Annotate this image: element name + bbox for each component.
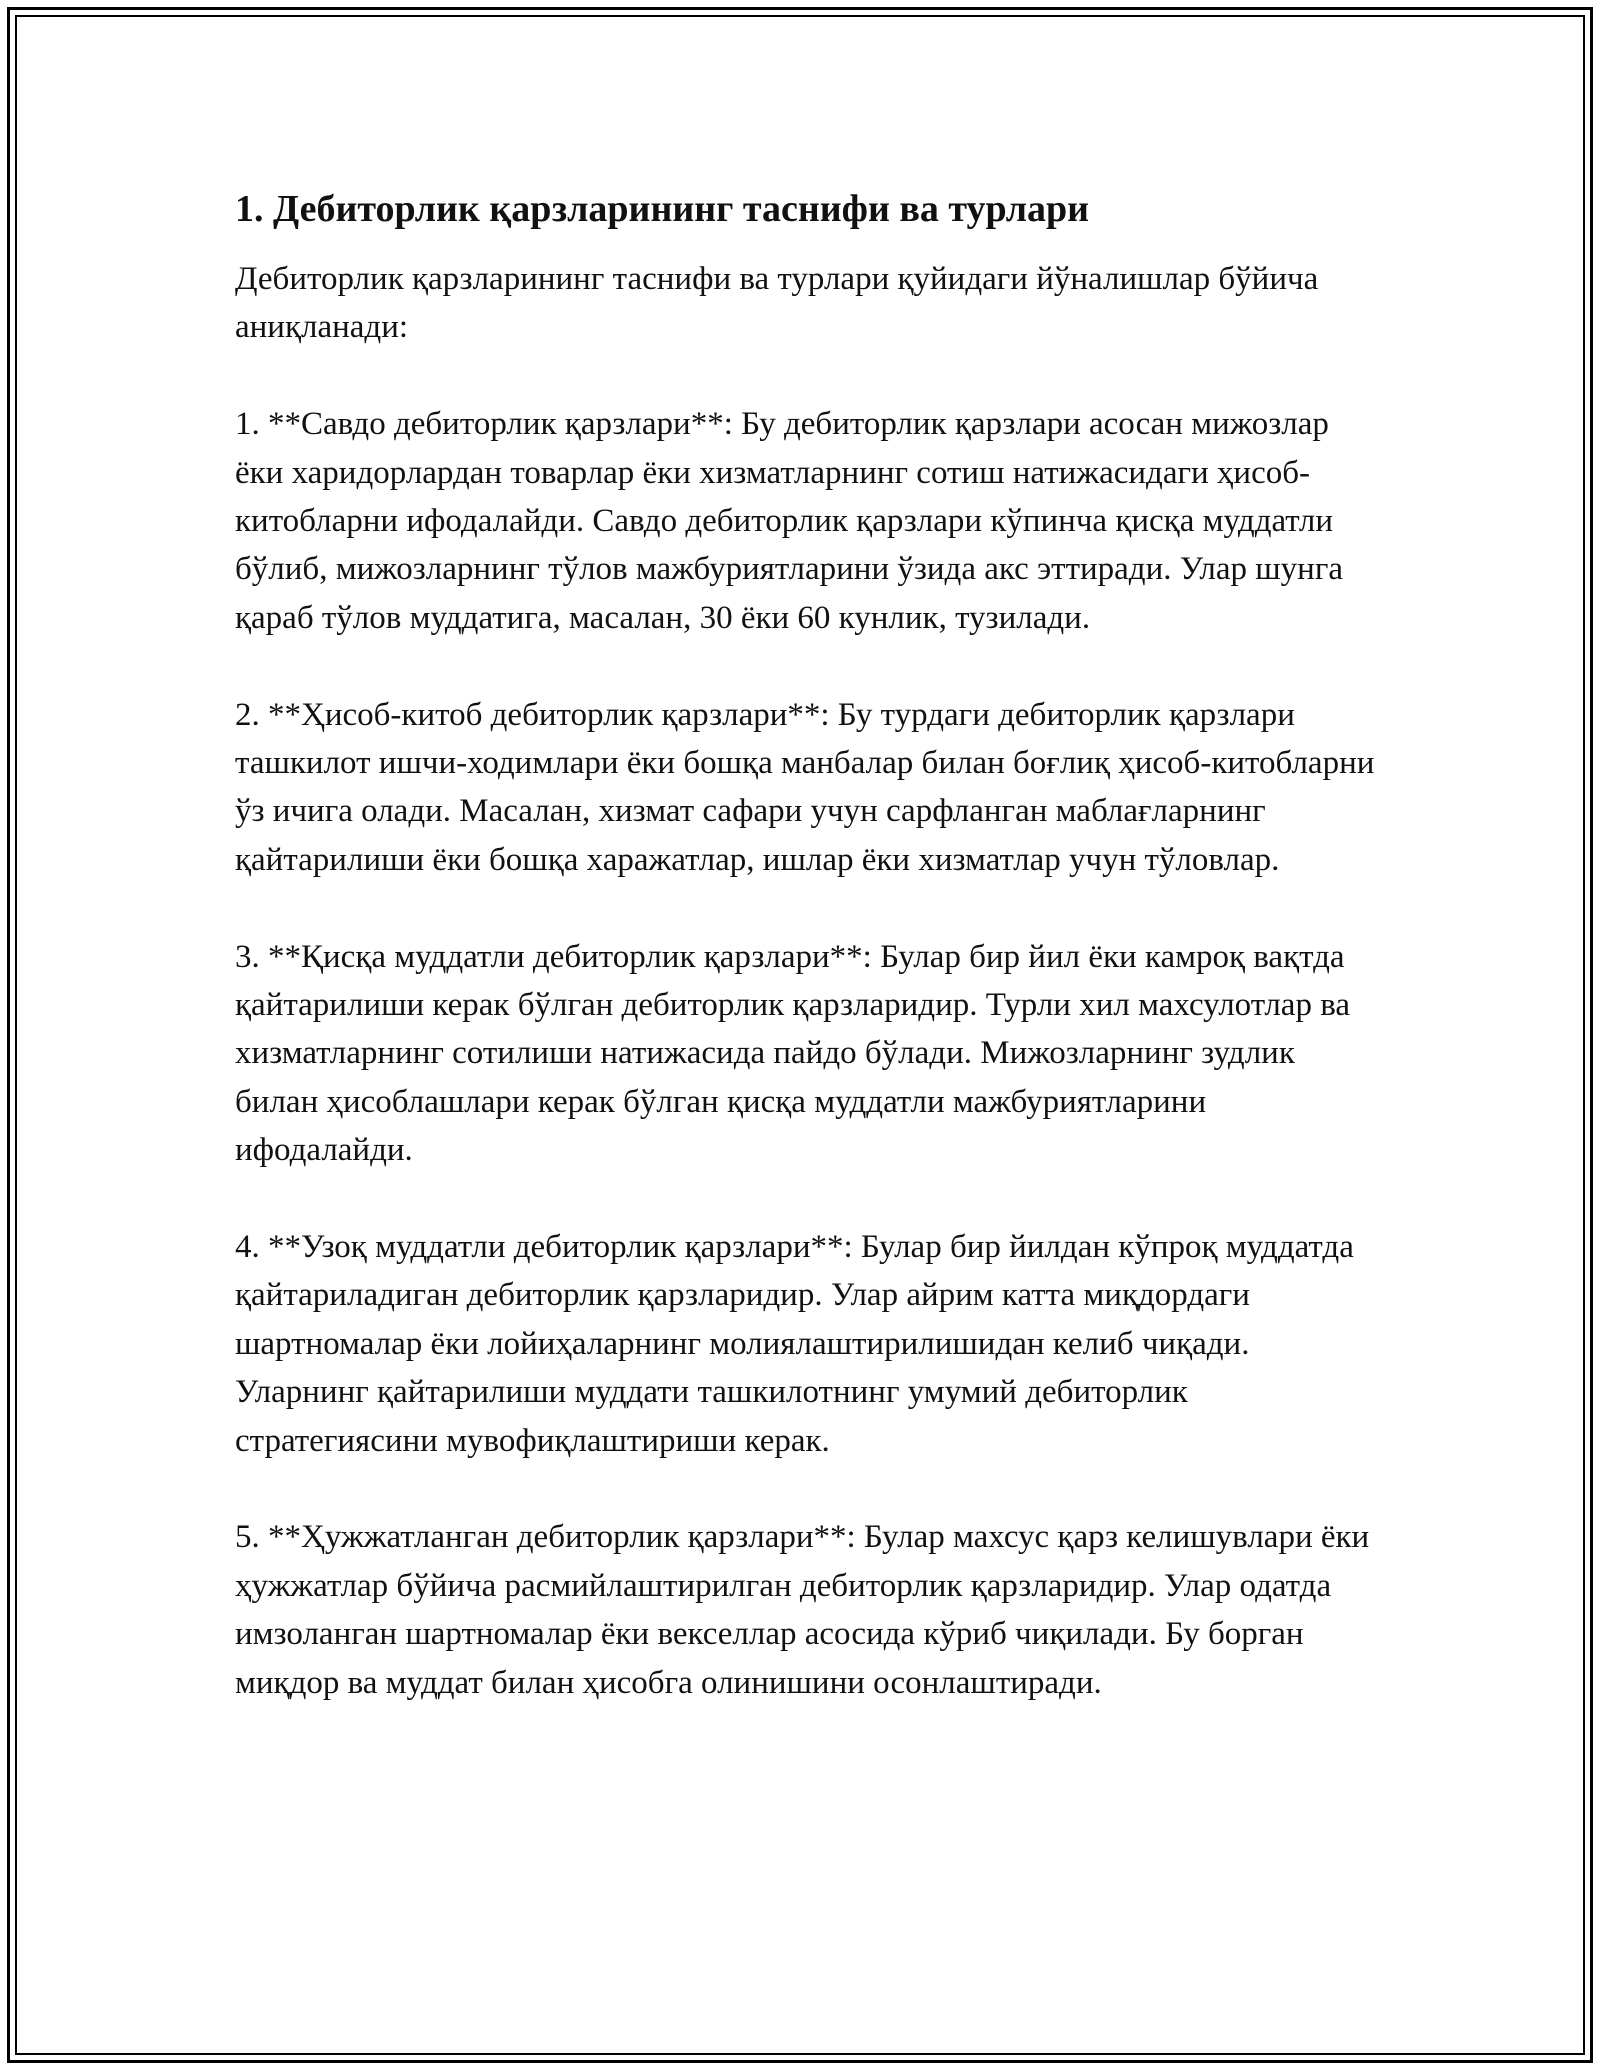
list-item: 3. **Қисқа муддатли дебиторлик қарзлари**: Булар бир йил ёки камроқ вақтда қайтарилиши керак бўлган дебиторлик қарзларидир. Турли хил махсулотлар ва хизматларнинг сотилиши натижасида пайдо бўлади. Мижозларнинг зудлик билан ҳисоблашлари керак бўлган қисқа муддатли мажбуриятларини ифодалайди.	[235, 938, 1350, 1169]
list-item: 1. **Савдо дебиторлик қарзлари**: Бу дебиторлик қарзлари асосан мижозлар ёки харидорлардан товарлар ёки хизматларнинг сотиш натижасидаги ҳисоб-китобларни ифодалайди. Савдо дебиторлик қарзлари кўпинча қисқа муддатли бўлиб, мижозларнинг тўлов мажбуриятларини ўзида акс эттиради. Улар шунга қараб тўлов муддатига, масалан, 30 ёки 60 кунлик, тузилади.	[235, 406, 1344, 636]
document-body	[235, 185, 1375, 1756]
list-item: 5. **Ҳужжатланган дебиторлик қарзлари**: Булар махсус қарз келишувлари ёки ҳужжатлар бўйича расмийлаштирилган дебиторлик қарзларидир. Улар одатда имзоланган шартномалар ёки векселлар асосида кўриб чиқилади. Бу борган миқдор ва муддат билан ҳисобга олинишини осонлаштиради.	[235, 1519, 1370, 1701]
list-item: 4. **Узоқ муддатли дебиторлик қарзлари**: Булар бир йилдан кўпроқ муддатда қайтариладиган дебиторлик қарзларидир. Улар айрим катта миқдордаги шартномалар ёки лойиҳаларнинг молиялаштирилишидан келиб чиқади. Уларнинг қайтарилиши муддати ташкилотнинг умумий дебиторлик стратегиясини мувофиқлаштириши керак.	[235, 1229, 1354, 1459]
list-item: 2. **Ҳисоб-китоб дебиторлик қарзлари**: Бу турдаги дебиторлик қарзлари ташкилот ишчи-ходимлари ёки бошқа манбалар билан боғлиқ ҳисоб-китобларни ўз ичига олади. Масалан, хизмат сафари учун сарфланган маблағларнинг қайтарилиши ёки бошқа харажатлар, ишлар ёки хизматлар учун тўловлар.	[235, 696, 1375, 878]
section-heading: 1. Дебиторлик қарзларининг таснифи ва турлари	[235, 188, 1090, 230]
intro-paragraph: Дебиторлик қарзларининг таснифи ва турлари қуйидаги йўналишлар бўйича аниқланади:	[235, 261, 1319, 346]
